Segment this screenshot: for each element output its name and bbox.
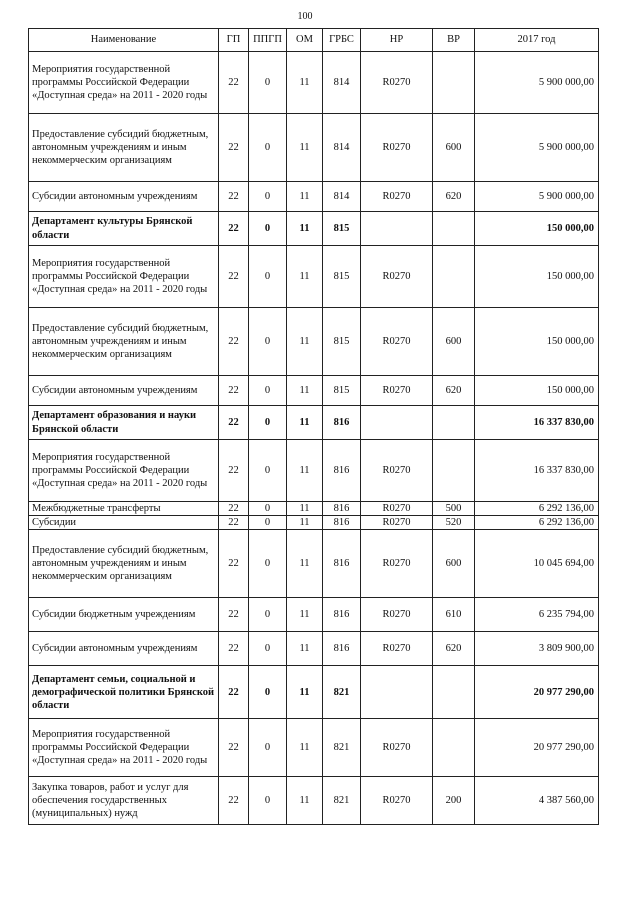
row-vr: 600 xyxy=(433,308,475,376)
row-gp: 22 xyxy=(219,666,249,719)
row-gp: 22 xyxy=(219,52,249,114)
row-vr xyxy=(433,406,475,440)
table-row xyxy=(29,440,599,502)
row-amount: 6 235 794,00 xyxy=(475,598,599,632)
row-gp: 22 xyxy=(219,502,249,516)
row-gp: 22 xyxy=(219,598,249,632)
row-grbs: 816 xyxy=(323,530,361,598)
row-nr: R0270 xyxy=(361,502,433,516)
row-name: Департамент образования и науки Брянской области xyxy=(29,406,219,440)
row-name: Департамент семьи, социальной и демографической политики Брянской области xyxy=(29,666,219,719)
row-amount: 20 977 290,00 xyxy=(475,719,599,777)
row-amount: 150 000,00 xyxy=(475,246,599,308)
row-ppgp: 0 xyxy=(249,440,287,502)
row-amount: 4 387 560,00 xyxy=(475,777,599,825)
row-om: 11 xyxy=(287,246,323,308)
row-grbs: 821 xyxy=(323,666,361,719)
row-nr: R0270 xyxy=(361,308,433,376)
row-om: 11 xyxy=(287,52,323,114)
row-nr: R0270 xyxy=(361,632,433,666)
col-header-om: ОМ xyxy=(287,29,323,52)
row-vr: 620 xyxy=(433,182,475,212)
row-om: 11 xyxy=(287,182,323,212)
row-amount: 10 045 694,00 xyxy=(475,530,599,598)
row-grbs: 816 xyxy=(323,516,361,530)
row-name: Мероприятия государственной программы Российской Федерации «Доступная среда» на 2011 - 2020 годы xyxy=(29,52,219,114)
table-row xyxy=(29,406,599,440)
row-name: Межбюджетные трансферты xyxy=(29,502,219,516)
row-om: 11 xyxy=(287,308,323,376)
row-gp: 22 xyxy=(219,308,249,376)
row-name: Предоставление субсидий бюджетным, автономным учреждениям и иным некоммерческим организациям xyxy=(29,114,219,182)
row-amount: 150 000,00 xyxy=(475,212,599,246)
row-amount: 3 809 900,00 xyxy=(475,632,599,666)
row-vr xyxy=(433,52,475,114)
table-row xyxy=(29,114,599,182)
row-gp: 22 xyxy=(219,246,249,308)
row-gp: 22 xyxy=(219,406,249,440)
row-gp: 22 xyxy=(219,516,249,530)
row-ppgp: 0 xyxy=(249,719,287,777)
row-grbs: 816 xyxy=(323,440,361,502)
row-vr xyxy=(433,440,475,502)
row-gp: 22 xyxy=(219,719,249,777)
row-grbs: 821 xyxy=(323,777,361,825)
row-vr xyxy=(433,246,475,308)
row-name: Департамент культуры Брянской области xyxy=(29,212,219,246)
row-vr xyxy=(433,212,475,246)
row-om: 11 xyxy=(287,114,323,182)
row-ppgp: 0 xyxy=(249,114,287,182)
row-om: 11 xyxy=(287,376,323,406)
row-ppgp: 0 xyxy=(249,598,287,632)
row-amount: 16 337 830,00 xyxy=(475,406,599,440)
row-nr: R0270 xyxy=(361,777,433,825)
row-ppgp: 0 xyxy=(249,502,287,516)
col-header-name: Наименование xyxy=(29,29,219,52)
row-om: 11 xyxy=(287,632,323,666)
row-grbs: 816 xyxy=(323,598,361,632)
row-nr: R0270 xyxy=(361,376,433,406)
col-header-ppgp: ППГП xyxy=(249,29,287,52)
col-header-grbs: ГРБС xyxy=(323,29,361,52)
row-grbs: 816 xyxy=(323,406,361,440)
row-nr: R0270 xyxy=(361,52,433,114)
table-row xyxy=(29,308,599,376)
table-row xyxy=(29,777,599,825)
row-nr xyxy=(361,666,433,719)
row-vr: 200 xyxy=(433,777,475,825)
row-om: 11 xyxy=(287,530,323,598)
row-gp: 22 xyxy=(219,212,249,246)
row-grbs: 814 xyxy=(323,182,361,212)
row-gp: 22 xyxy=(219,182,249,212)
row-vr: 610 xyxy=(433,598,475,632)
table-row xyxy=(29,182,599,212)
row-gp: 22 xyxy=(219,530,249,598)
row-om: 11 xyxy=(287,666,323,719)
row-nr: R0270 xyxy=(361,516,433,530)
row-gp: 22 xyxy=(219,114,249,182)
row-ppgp: 0 xyxy=(249,516,287,530)
row-ppgp: 0 xyxy=(249,52,287,114)
table-row xyxy=(29,212,599,246)
row-vr: 620 xyxy=(433,632,475,666)
col-header-nr: НР xyxy=(361,29,433,52)
row-ppgp: 0 xyxy=(249,246,287,308)
row-name: Мероприятия государственной программы Российской Федерации «Доступная среда» на 2011 - 2020 годы xyxy=(29,719,219,777)
row-name: Субсидии xyxy=(29,516,219,530)
row-nr: R0270 xyxy=(361,530,433,598)
row-amount: 20 977 290,00 xyxy=(475,666,599,719)
row-grbs: 821 xyxy=(323,719,361,777)
row-nr: R0270 xyxy=(361,719,433,777)
row-name: Закупка товаров, работ и услуг для обеспечения государственных (муниципальных) нужд xyxy=(29,777,219,825)
row-ppgp: 0 xyxy=(249,376,287,406)
row-vr xyxy=(433,719,475,777)
col-header-gp: ГП xyxy=(219,29,249,52)
row-amount: 150 000,00 xyxy=(475,376,599,406)
col-header-vr: ВР xyxy=(433,29,475,52)
row-amount: 6 292 136,00 xyxy=(475,516,599,530)
row-ppgp: 0 xyxy=(249,212,287,246)
row-om: 11 xyxy=(287,440,323,502)
row-vr xyxy=(433,666,475,719)
table-row xyxy=(29,502,599,516)
row-om: 11 xyxy=(287,406,323,440)
row-ppgp: 0 xyxy=(249,530,287,598)
row-vr: 600 xyxy=(433,530,475,598)
row-om: 11 xyxy=(287,212,323,246)
table-row xyxy=(29,666,599,719)
page-number: 100 xyxy=(297,11,313,22)
row-grbs: 816 xyxy=(323,502,361,516)
table-row xyxy=(29,516,599,530)
row-ppgp: 0 xyxy=(249,666,287,719)
row-ppgp: 0 xyxy=(249,406,287,440)
row-ppgp: 0 xyxy=(249,777,287,825)
table-row xyxy=(29,632,599,666)
row-om: 11 xyxy=(287,598,323,632)
row-om: 11 xyxy=(287,719,323,777)
row-amount: 150 000,00 xyxy=(475,308,599,376)
row-name: Субсидии бюджетным учреждениям xyxy=(29,598,219,632)
table-row xyxy=(29,246,599,308)
row-om: 11 xyxy=(287,777,323,825)
row-vr: 500 xyxy=(433,502,475,516)
row-nr xyxy=(361,212,433,246)
row-om: 11 xyxy=(287,516,323,530)
row-gp: 22 xyxy=(219,632,249,666)
row-name: Мероприятия государственной программы Российской Федерации «Доступная среда» на 2011 - 2020 годы xyxy=(29,246,219,308)
row-amount: 5 900 000,00 xyxy=(475,52,599,114)
row-grbs: 815 xyxy=(323,246,361,308)
row-vr: 600 xyxy=(433,114,475,182)
row-name: Субсидии автономным учреждениям xyxy=(29,632,219,666)
table-row xyxy=(29,376,599,406)
col-header-year: 2017 год xyxy=(475,29,599,52)
budget-table xyxy=(28,28,599,825)
row-grbs: 816 xyxy=(323,632,361,666)
row-gp: 22 xyxy=(219,440,249,502)
table-row xyxy=(29,598,599,632)
row-om: 11 xyxy=(287,502,323,516)
row-grbs: 815 xyxy=(323,376,361,406)
row-amount: 6 292 136,00 xyxy=(475,502,599,516)
row-nr: R0270 xyxy=(361,440,433,502)
row-nr: R0270 xyxy=(361,114,433,182)
table-row xyxy=(29,530,599,598)
row-grbs: 814 xyxy=(323,114,361,182)
row-name: Предоставление субсидий бюджетным, автономным учреждениям и иным некоммерческим организациям xyxy=(29,530,219,598)
row-vr: 620 xyxy=(433,376,475,406)
row-amount: 5 900 000,00 xyxy=(475,114,599,182)
row-name: Мероприятия государственной программы Российской Федерации «Доступная среда» на 2011 - 2020 годы xyxy=(29,440,219,502)
row-name: Субсидии автономным учреждениям xyxy=(29,376,219,406)
row-name: Субсидии автономным учреждениям xyxy=(29,182,219,212)
row-amount: 5 900 000,00 xyxy=(475,182,599,212)
row-nr: R0270 xyxy=(361,182,433,212)
row-gp: 22 xyxy=(219,376,249,406)
table-row xyxy=(29,52,599,114)
row-gp: 22 xyxy=(219,777,249,825)
row-nr: R0270 xyxy=(361,598,433,632)
row-grbs: 815 xyxy=(323,308,361,376)
row-ppgp: 0 xyxy=(249,308,287,376)
header-row xyxy=(29,29,599,52)
row-ppgp: 0 xyxy=(249,632,287,666)
row-grbs: 815 xyxy=(323,212,361,246)
row-name: Предоставление субсидий бюджетным, автономным учреждениям и иным некоммерческим организациям xyxy=(29,308,219,376)
row-amount: 16 337 830,00 xyxy=(475,440,599,502)
table-row xyxy=(29,719,599,777)
row-grbs: 814 xyxy=(323,52,361,114)
row-ppgp: 0 xyxy=(249,182,287,212)
row-nr: R0270 xyxy=(361,246,433,308)
row-vr: 520 xyxy=(433,516,475,530)
row-nr xyxy=(361,406,433,440)
